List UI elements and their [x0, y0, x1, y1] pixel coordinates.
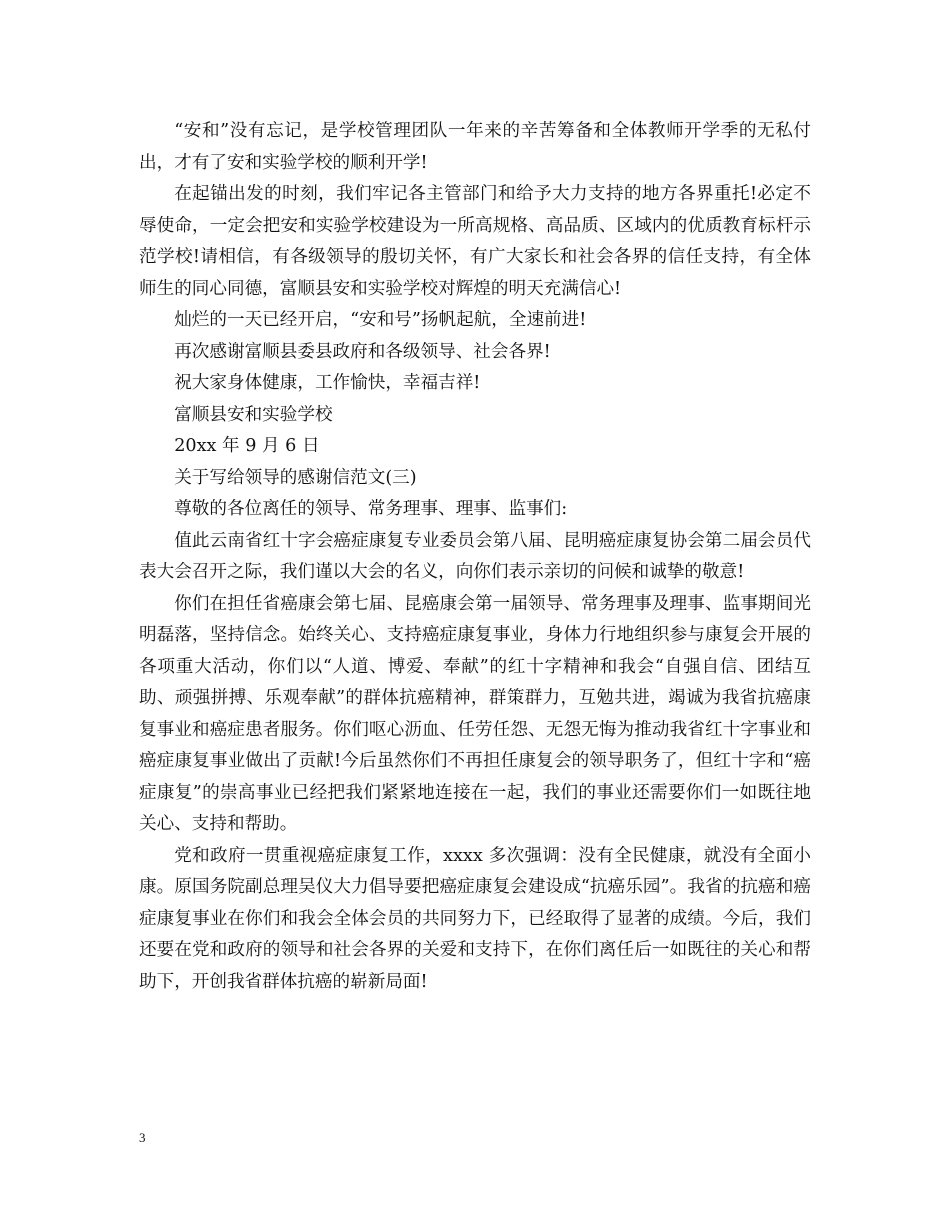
paragraph-wishes: 祝大家身体健康，工作愉快，幸福吉祥! — [174, 373, 481, 393]
signature-school: 富顺县安和实验学校 — [174, 404, 333, 425]
paragraph-greeting: 值此云南省红十字会癌症康复专业委员会第八届、昆明癌症康复协会第二届会员代表大会召开之际，我们谨以大会的名义，向你们表示亲切的问候和诚挚的敬意! — [139, 530, 811, 582]
page-number: 3 — [139, 1130, 146, 1145]
document-body — [139, 116, 811, 998]
paragraph-contribution: 你们在担任省癌康会第七届、昆癌康会第一届领导、常务理事及理事、监事期间光明磊落，坚持信念。始终关心、支持癌症康复事业，身体力行地组织参与康复会开展的各项重大活动，你们以“人道、博爱、奉献”的红十字精神和我会“自强自信、团结互助、顽强拼搏、乐观奉献”的群体抗癌精神，群策群力，互勉共进，竭诚为我省抗癌康复事业和癌症患者服务。你们呕心沥血、任劳任怨、无怨无悔为推动我省红十字事业和癌症康复事业做出了贡献!今后虽然你们不再担任康复会的领导职务了，但红十字和“癌症康复”的崇高事业已经把我们紧紧地连接在一起，我们的事业还需要你们一如既往地关心、支持和帮助。 — [139, 593, 811, 834]
paragraph-launch: 灿烂的一天已经开启，“安和号”扬帆起航，全速前进! — [174, 310, 587, 330]
paragraph-commitment: 在起锚出发的时刻，我们牢记各主管部门和给予大力支持的地方各界重托!必定不辱使命，一定会把安和实验学校建设为一所高规格、高品质、区域内的优质教育标杆示范学校!请相信，有各级领导的殷切关怀，有广大家长和社会各界的信任支持，有全体师生的同心同德，富顺县安和实验学校对辉煌的明天充满信心! — [139, 184, 811, 299]
section-title: 关于写给领导的感谢信范文(三) — [174, 467, 417, 488]
salutation: 尊敬的各位离任的领导、常务理事、理事、监事们: — [174, 499, 568, 519]
paragraph-thanks: 再次感谢富顺县委县政府和各级领导、社会各界! — [174, 341, 551, 362]
paragraph-acknowledgement: “安和”没有忘记，是学校管理团队一年来的辛苦筹备和全体教师开学季的无私付出，才有了安和实验学校的顺利开学! — [139, 121, 811, 173]
paragraph-future: 党和政府一贯重视癌症康复工作，xxxx 多次强调：没有全民健康，就没有全面小康。原国务院副总理吴仪大力倡导要把癌症康复会建设成“抗癌乐园”。我省的抗癌和癌症康复事业在你们和我会全体会员的共同努力下，已经取得了显著的成绩。今后，我们还要在党和政府的领导和社会各界的关爱和支持下，在你们离任后一如既往的关心和帮助下，开创我省群体抗癌的崭新局面! — [139, 845, 811, 992]
signature-date: 20xx 年 9 月 6 日 — [174, 436, 320, 456]
